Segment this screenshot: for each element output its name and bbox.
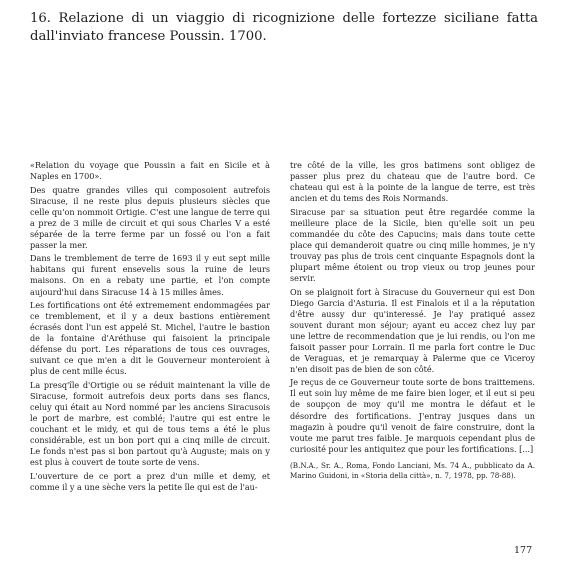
paragraph: La presq'île d'Ortigie ou se réduit maintenant la ville de Siracuse, formoit autrefois deux ports dans ses flancs, celuy qui était au Nord nommé par les anciens Siracusois le port de marbre, est comblé; l'autre qui est entre le couchant et le midy, et qui de tous tems a été le plus considérable, est un bon port qui a cinq mille de circuit. Le fonds n'est pas si bon partout qu'à Auguste; mais on y est plus à couvert de toute sorte de vens. — [30, 379, 270, 468]
paragraph: On se plaignoit fort à Siracuse du Gouverneur qui est Don Diego Garcia d'Asturia. Il est Finalois et il a la réputation d'être aussy dur qu'interessé. Je l'ay pratiqué assez souvent durant mon séjour; ayant eu accez chez luy par une lettre de recommendation que je lui rendis, ou l'on me faisoit passer pour Lorrain. Il me parla fort contre le Duc de Veraguas, et je remarquay à Palerme que ce Viceroy n'en disoit pas de bien de son côté. — [290, 286, 535, 374]
paragraph: tre côté de la ville, les gros batimens sont obligez de passer plus prez du chateau que de l'autre bord. Ce chateau qui est à la pointe de la langue de terre, est très ancien et du tems des Rois Normands. — [290, 160, 535, 204]
left-column — [30, 160, 270, 495]
paragraph: Des quatre grandes villes qui composoient autrefois Siracuse, il ne reste plus depuis plusieurs siècles que celle qu'on nommoit Ortigie. C'est une langue de terre qui a prez de 3 mille de circuit et qui sous Charles V a esté séparée de la terre ferme par un fossé ou l'on a fait passer la mer. — [30, 184, 270, 250]
paragraph: Je reçus de ce Gouverneur toute sorte de bons traittemens. Il eut soin luy même de me faire bien loger, et il eut si peu de soupçon de moy qu'il me montra le défaut et le désordre des fortifications. J'entray jusques dans un magazin à poudre qu'il venoit de faire construire, dont la voute me parut tres faible. Je marquois cependant plus de curiosité pour les antiquitez que pour les fortifications. [...] — [290, 377, 535, 454]
paragraph-title: «Relation du voyage que Poussin a fait en Sicile et à Naples en 1700». — [30, 160, 270, 182]
paragraph: Siracuse par sa situation peut être regardée comme la meilleure place de la Sicile, bien qu'elle soit un peu commandée du côte des Capucins; mais dans toute cette place qui demanderoit quatre ou cinq mille hommes, je n'y trouvay pas plus de trois cent cinquante Espagnols dont la plupart même étoient ou trop vieux ou trop jeunes pour servir. — [290, 206, 535, 283]
paragraph: Dans le tremblement de terre de 1693 il y eut sept mille habitans qui furent ensevelis sous la ruine de leurs maisons. On en a rebaty une partie, et l'on compte aujourd'hui dans Siracuse 14 à 15 milles âmes. — [30, 253, 270, 297]
page-number: 177 — [514, 545, 533, 556]
page-heading: 16. Relazione di un viaggio di ricognizione delle fortezze siciliane fatta dall'inviato francese Poussin. 1700. — [30, 11, 538, 44]
paragraph: L'ouverture de ce port a prez d'un mille et demy, et comme il y a une sèche vers la petite île qui est de l'au- — [30, 470, 270, 492]
right-column — [290, 160, 535, 483]
paragraph: Les fortifications ont été extremement endommagées par ce tremblement, et il y a deux bastions entièrement écrasés dont l'un est appelé St. Michel, l'autre le bastion de la fontaine d'Aréthuse qui faisoient la principale défense du port. Les réparations de tous ces ouvrages, suivant ce que m'en a dit le Gouverneur monteroient à plus de cent mille écus. — [30, 300, 270, 377]
source-note: (B.N.A., Sr. A., Roma, Fondo Lanciani, Ms. 74 A., pubblicato da A. Marino Guidoni, in «Storia della città», n. 7, 1978, pp. 78-88). — [290, 460, 535, 480]
